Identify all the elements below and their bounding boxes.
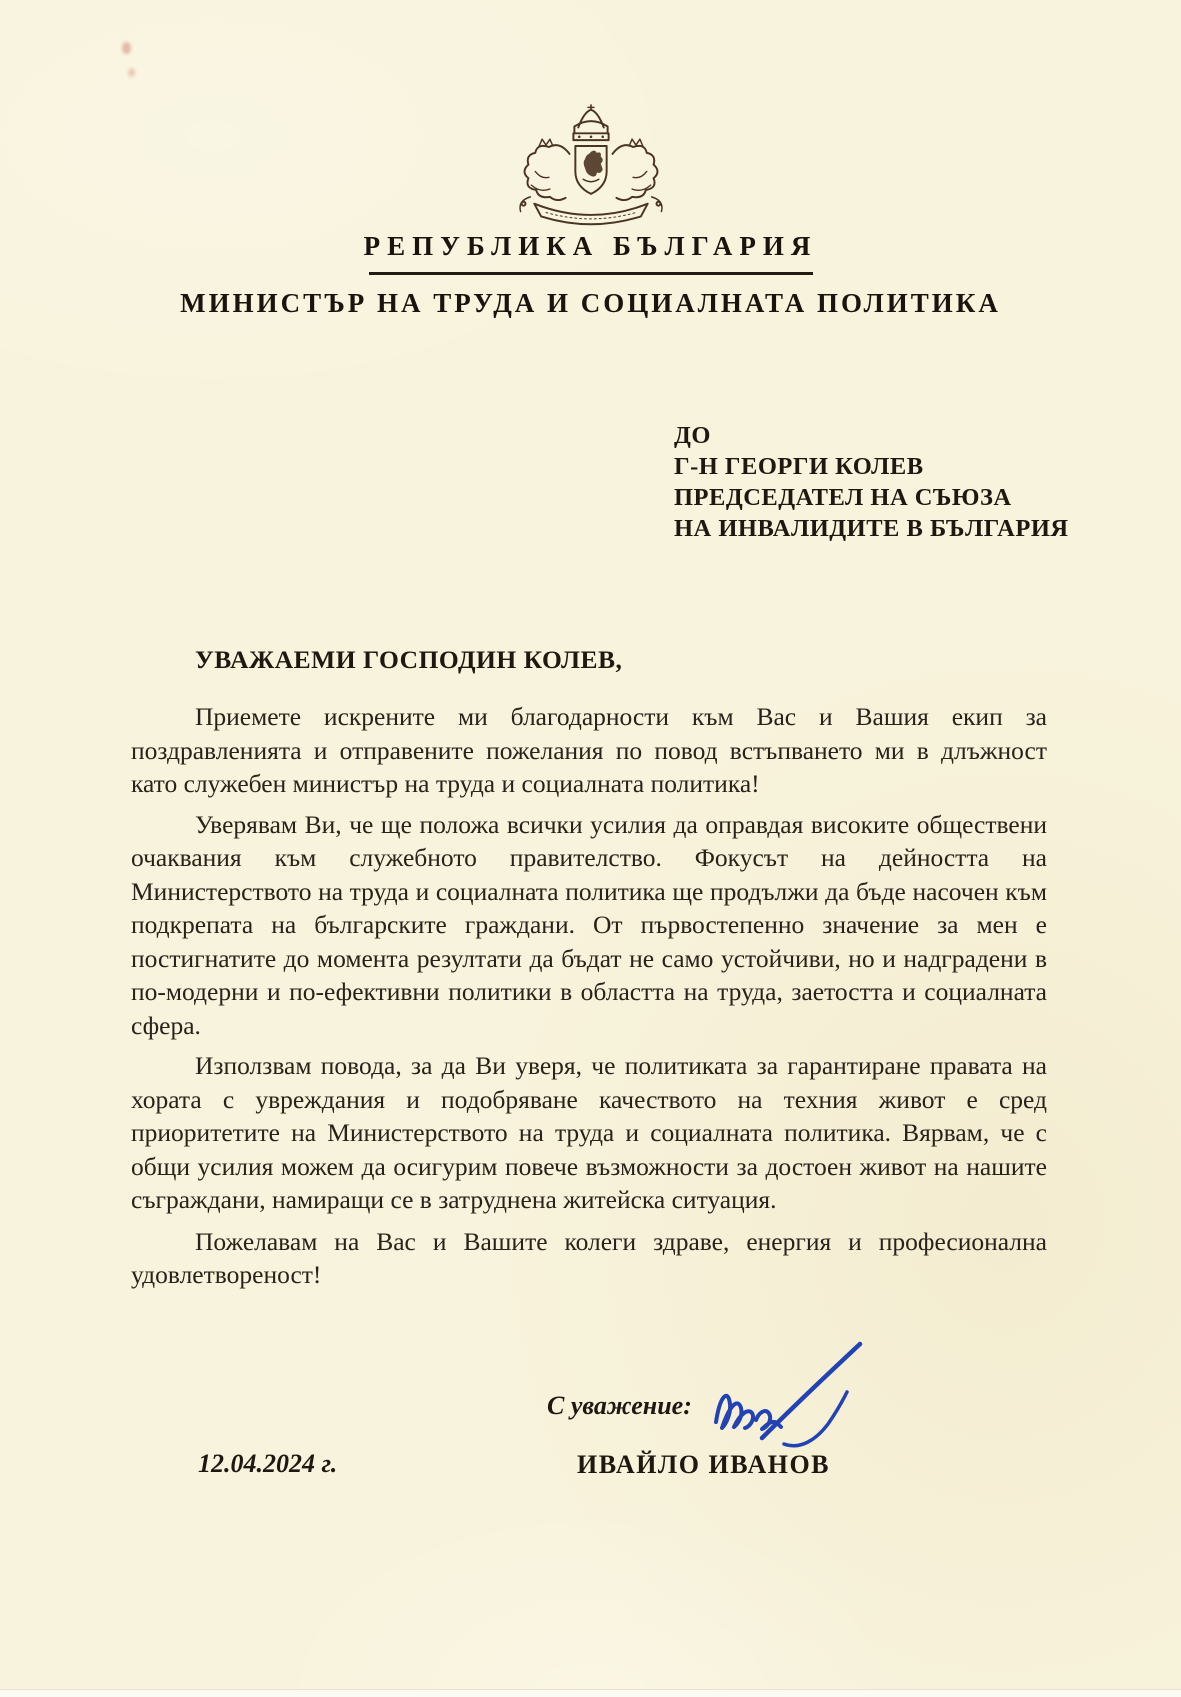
signer-name: ИВАЙЛО ИВАНОВ [577, 1450, 831, 1479]
recipient-line: ДО [674, 422, 711, 449]
country-title: РЕПУБЛИКА БЪЛГАРИЯ [363, 231, 818, 261]
title-underline [369, 272, 813, 275]
recipient-line: НА ИНВАЛИДИТЕ В БЪЛГАРИЯ [674, 515, 1069, 542]
recipient-line: ПРЕДСЕДАТЕЛ НА СЪЮЗА [674, 484, 1012, 511]
recipient-line: Г-Н ГЕОРГИ КОЛЕВ [674, 453, 924, 480]
bulgarian-coat-of-arms-icon [472, 103, 710, 235]
body-paragraph-3: Използвам повода, за да Ви уверя, че политиката за гарантиране правата на хората с увреждания и подобряване качеството на техния живот е сред приоритетите на Министерството на труда и социалната политика. Вярвам, че с общи усилия можем да осигурим повече възможности за достоен живот на нашите съграждани, намиращи се в затруднена житейска ситуация. [131, 1051, 1047, 1214]
scan-speck [122, 42, 131, 54]
body-paragraph-4: Пожелавам на Вас и Вашите колеги здраве, енергия и професионална удовлетвореност! [131, 1226, 1047, 1289]
recipient-block [674, 420, 1069, 544]
salutation: УВАЖАЕМИ ГОСПОДИН КОЛЕВ, [195, 645, 623, 674]
handwritten-signature-icon [704, 1334, 876, 1454]
scan-speck [128, 68, 135, 77]
closing-label: С уважение: [547, 1391, 692, 1420]
letter-body [131, 645, 1047, 1299]
body-paragraph-1: Приемете искрените ми благодарности към Вас и Вашия екип за поздравленията и отправените пожелания по повод встъпването ми в длъжност като служебен министър на труда и социалната политика! [131, 702, 1047, 798]
office-title: МИНИСТЪР НА ТРУДА И СОЦИАЛНАТА ПОЛИТИКА [180, 288, 1001, 318]
date: 12.04.2024 г. [198, 1449, 338, 1478]
body-paragraph-2: Уверявам Ви, че ще положа всички усилия да оправдая високите обществени очаквания към служебното правителство. Фокусът на дейността на Министерството на труда и социалната политика ще продължи да бъде насочен към подкрепата на българските граждани. От първостепенно значение за мен е постигнатите до момента резултати да бъдат не само устойчиви, но и надградени в по-модерни и по-ефективни политики в областта на труда, заетостта и социалната сфера. [131, 809, 1047, 1040]
scan-bottom-edge [0, 1689, 1181, 1697]
